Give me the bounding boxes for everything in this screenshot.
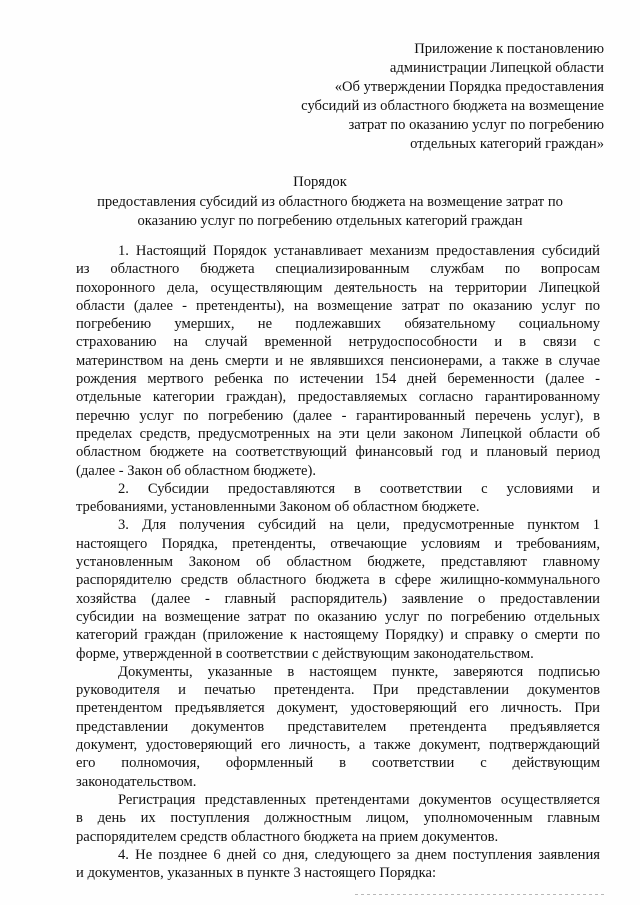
text-line: претендентом предъявляется документ, удостоверяющий его личность. При: [76, 700, 600, 717]
text-line: руководителя и печатью претендента. При представлении документов: [76, 682, 600, 699]
appendix-line: администрации Липецкой области: [389, 60, 604, 76]
paragraph-registration: [76, 791, 600, 846]
text-line: материнством на день смерти и не являвшихся пенсионерами, а также в случае: [76, 352, 600, 369]
document-title: Порядок: [293, 174, 347, 190]
text-line: погребению умерших, не подлежавших обязательному социальному: [76, 316, 600, 333]
appendix-line: отдельных категорий граждан»: [410, 136, 604, 152]
text-line: категорий граждан (приложение к настоящему Порядку) и справку о смерти по: [76, 627, 600, 644]
text-line: 3. Для получения субсидий на цели, предусмотренные пунктом 1: [118, 517, 600, 534]
appendix-header: [244, 40, 604, 154]
appendix-line: Приложение к постановлению: [414, 41, 604, 57]
text-line: области (далее - претенденты), на возмещение затрат по оказанию услуг по: [76, 297, 600, 314]
appendix-line: затрат по оказанию услуг по погребению: [348, 117, 604, 133]
text-line: пределах средств, предусмотренных на эти цели законом Липецкой области об: [76, 425, 600, 442]
text-line: Документы, указанные в настоящем пункте, заверяются подписью: [118, 663, 600, 680]
text-line: перечню услуг по погребению (далее - гарантированный перечень услуг), в: [76, 407, 600, 424]
text-line: представлении документов представителем претендента предъявляется: [76, 718, 600, 735]
text-line: (далее - Закон об областном бюджете).: [76, 462, 316, 479]
paragraph-documents: [76, 663, 600, 791]
text-line: похоронного дела, осуществляющим деятельность на территории Липецкой: [76, 279, 600, 296]
text-line: субсидии на возмещение затрат по оказанию услуг по погребению отдельных: [76, 608, 600, 625]
document-subtitle: [60, 193, 600, 231]
appendix-line: «Об утверждении Порядка предоставления: [334, 79, 604, 95]
appendix-line: субсидий из областного бюджета на возмещение: [301, 98, 604, 114]
text-line: распорядителем средств областного бюджета на прием документов.: [76, 828, 499, 845]
text-line: в день их поступления должностным лицом, уполномоченным главным: [76, 810, 600, 827]
text-line: требованиями, установленными Законом об областном бюджете.: [76, 499, 480, 516]
document-body: [76, 242, 600, 882]
subtitle-line: оказанию услуг по погребению отдельных категорий граждан: [137, 213, 523, 229]
text-line: форме, утвержденной в соответствии с действующим законодательством.: [76, 645, 534, 662]
paragraph-2: [76, 480, 600, 517]
text-line: его полномочия, оформленный в соответствии с действующим: [76, 755, 600, 772]
text-line: 1. Настоящий Порядок устанавливает механизм предоставления субсидий: [118, 243, 600, 259]
paragraph-1: [76, 242, 600, 480]
text-line: установленным Законом об областном бюджете, представляют главному: [76, 554, 600, 571]
text-line: законодательством.: [76, 773, 197, 790]
text-line: областном бюджете на соответствующий финансовый год и плановый период: [76, 444, 600, 461]
text-line: настоящего Порядка, претенденты, отвечающие условиям и требованиям,: [76, 535, 600, 552]
text-line: Регистрация представленных претендентами документов осуществляется: [118, 791, 600, 808]
text-line: 4. Не позднее 6 дней со дня, следующего за днем поступления заявления: [118, 846, 600, 863]
text-line: распорядителю средств областного бюджета в сфере жилищно-коммунального: [76, 572, 600, 589]
text-line: документ, удостоверяющий его личность, а также документ, подтверждающий: [76, 737, 600, 754]
paragraph-3: [76, 516, 600, 662]
text-line: рождения мертвого ребенка по истечении 154 дней беременности (далее -: [76, 371, 600, 388]
paragraph-4: [76, 846, 600, 883]
scan-edge-line: [355, 894, 605, 895]
text-line: из областного бюджета специализированным службам по вопросам: [76, 261, 600, 278]
text-line: 2. Субсидии предоставляются в соответствии с условиями и: [118, 480, 600, 497]
text-line: и документов, указанных в пункте 3 настоящего Порядка:: [76, 865, 437, 882]
text-line: отдельные категории граждан), предоставляемых согласно гарантированному: [76, 389, 600, 406]
subtitle-line: предоставления субсидий из областного бюджета на возмещение затрат по: [97, 194, 563, 210]
text-line: страхованию на случай временной нетрудоспособности и в связи с: [76, 334, 600, 351]
text-line: хозяйства (далее - главный распорядитель) заявление о предоставлении: [76, 590, 600, 607]
